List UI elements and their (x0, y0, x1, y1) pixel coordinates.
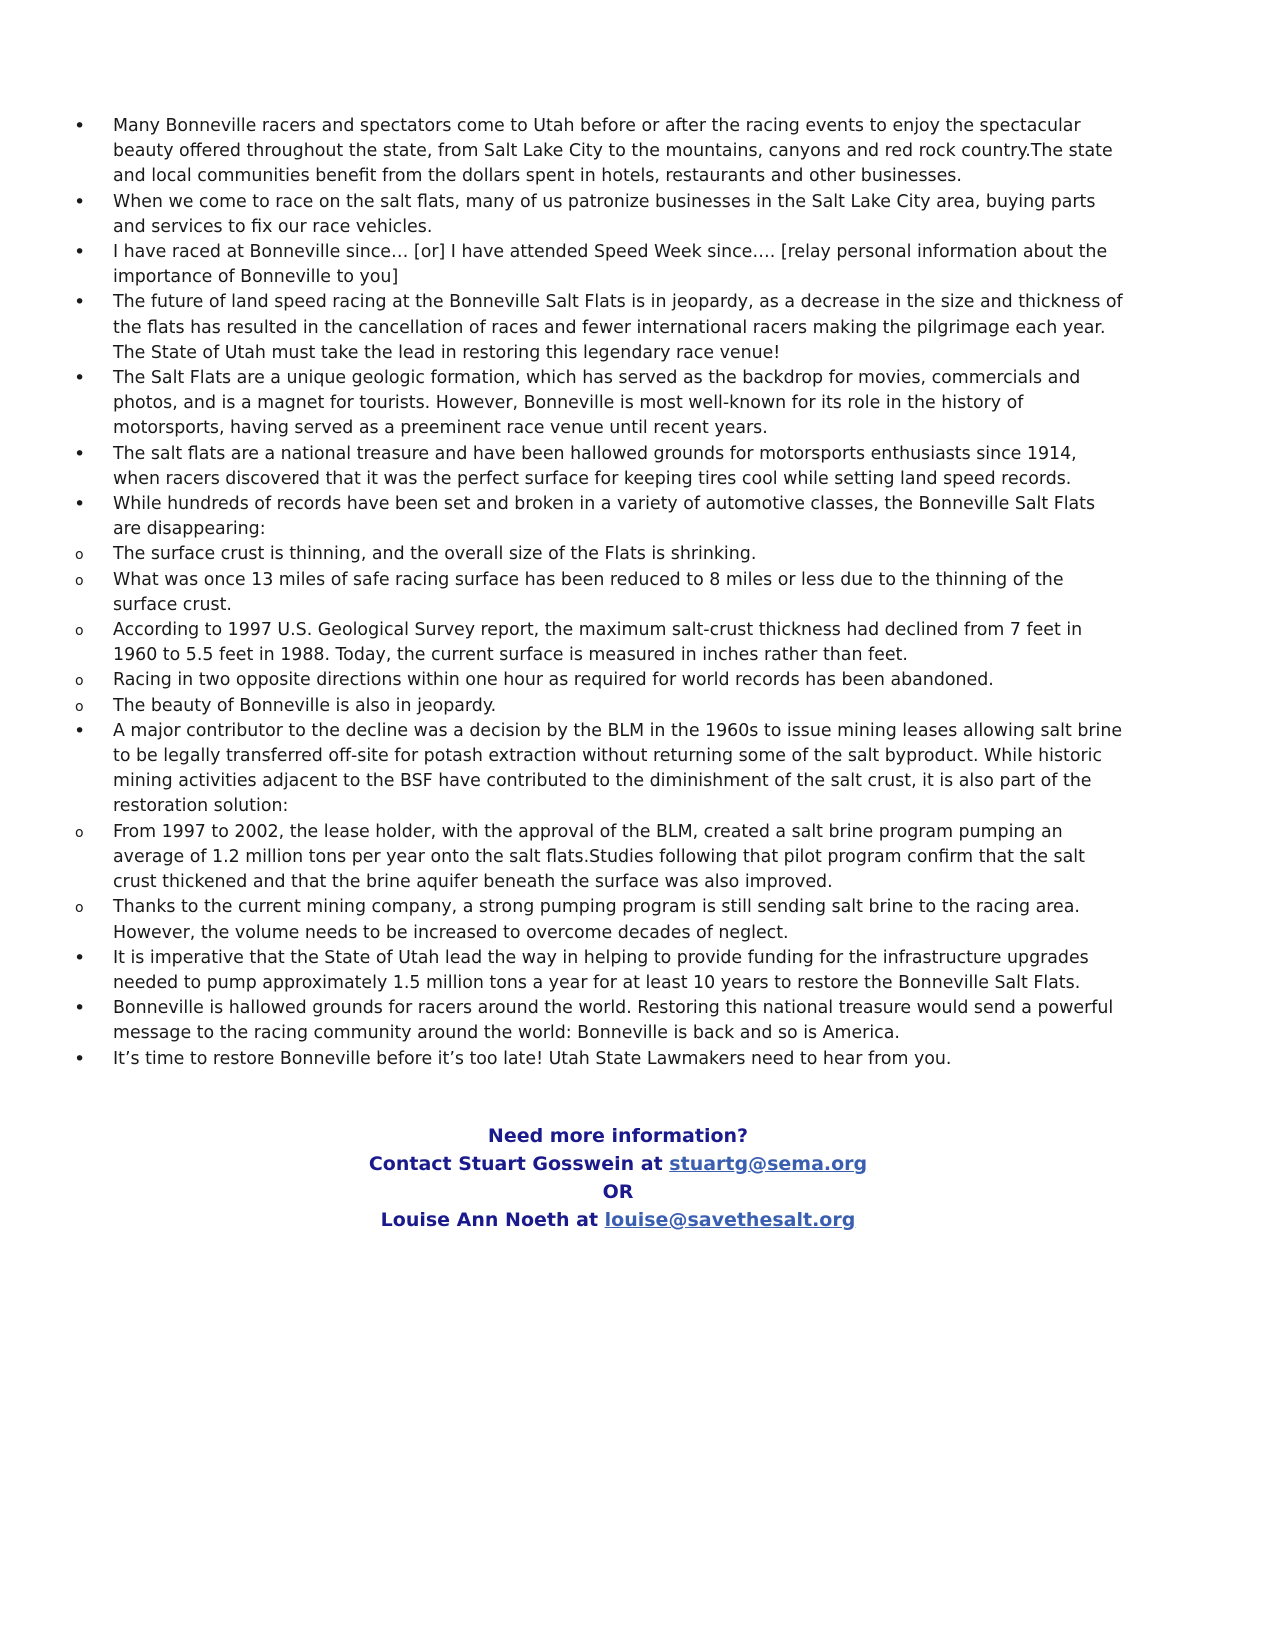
sub-list-item (0, 568, 1275, 618)
list-item (0, 1047, 1275, 1072)
contact-name-stuart: Contact Stuart Gosswein at (368, 1153, 670, 1175)
email-link-stuart[interactable]: stuartg@sema.org (669, 1153, 868, 1175)
bullet-marker: • (74, 291, 86, 314)
contact-block (0, 1122, 1236, 1234)
list-item-text: Racing in two opposite directions within one hour as required for world records has been abandoned. (113, 670, 994, 691)
list-item (0, 492, 1275, 542)
list-item (0, 190, 1275, 240)
circle-marker: o (75, 824, 84, 841)
sub-list-item (0, 820, 1275, 896)
email-link-louise[interactable]: louise@savethesalt.org (604, 1209, 856, 1231)
contact-heading: Need more information? (487, 1125, 749, 1147)
list-item-text: While hundreds of records have been set and broken in a variety of automotive classes, the Bonneville Salt Flats are disappearing: (113, 494, 1096, 540)
list-item-text: Many Bonneville racers and spectators come to Utah before or after the racing events to enjoy the spectacular beauty offered throughout the state, from Salt Lake City to the mountains, canyons and red rock country.The state and local communities benefit from the dollars spent in hotels, restaurants and other businesses. (113, 116, 1113, 187)
contact-line-stuart (0, 1150, 1236, 1178)
list-item (0, 366, 1275, 442)
list-item-text: A major contributor to the decline was a decision by the BLM in the 1960s to issue mining leases allowing salt brine to be legally transferred off-site for potash extraction without returning some of the salt byproduct. While historic mining activities adjacent to the BSF have contributed to the diminishment of the salt crust, it is also part of the restoration solution: (113, 720, 1123, 817)
circle-marker: o (75, 673, 84, 690)
list-item (0, 719, 1275, 820)
bullet-marker: • (74, 115, 86, 137)
list-item-text: The future of land speed racing at the Bonneville Salt Flats is in jeopardy, as a decrease in the size and thickness of the flats has resulted in the cancellation of races and fewer international racers making the pilgrimage each year. The State of Utah must take the lead in restoring this legendary race venue! (113, 292, 1123, 363)
bullet-marker: • (74, 190, 86, 213)
circle-marker: o (75, 572, 84, 589)
sub-list-item (0, 668, 1275, 693)
list-item-text: The Salt Flats are a unique geologic formation, which has served as the backdrop for movies, commercials and photos, and is a magnet for tourists. However, Bonneville is most well-known for its role in the history of motorsports, having served as a preeminent race venue until recent years. (113, 368, 1081, 439)
bullet-marker: • (74, 719, 86, 742)
list-item-text: It’s time to restore Bonneville before it’s too late! Utah State Lawmakers need to hear from you. (113, 1048, 952, 1069)
list-item-text: What was once 13 miles of safe racing surface has been reduced to 8 miles or less due to the thinning of the surface crust. (113, 569, 1064, 615)
contact-name-louise: Louise Ann Noeth at (380, 1209, 605, 1231)
list-item-text: I have raced at Bonneville since… [or] I have attended Speed Week since…. [relay personal information about the importance of Bonneville to you] (113, 242, 1108, 288)
bullet-marker: • (74, 946, 86, 969)
circle-marker: o (75, 547, 84, 564)
list-item-text: The surface crust is thinning, and the overall size of the Flats is shrinking. (113, 544, 757, 565)
list-item (0, 442, 1275, 492)
sub-list-item (0, 618, 1275, 668)
list-item (0, 114, 1275, 190)
bullet-marker: • (74, 367, 86, 390)
list-item-text: The salt flats are a national treasure and have been hallowed grounds for motorsports enthusiasts since 1914, when racers discovered that it was the perfect surface for keeping tires cool while setting land speed records. (113, 443, 1077, 489)
list-item (0, 946, 1275, 996)
list-item-text: Bonneville is hallowed grounds for racers around the world. Restoring this national treasure would send a powerful message to the racing community around the world: Bonneville is back and so is America. (113, 998, 1114, 1044)
list-item-text: The beauty of Bonneville is also in jeopardy. (113, 695, 497, 716)
sub-list-item (0, 694, 1275, 719)
bullet-marker: • (74, 442, 86, 465)
bullet-list (0, 114, 1275, 1072)
list-item-text: It is imperative that the State of Utah lead the way in helping to provide funding for the infrastructure upgrades needed to pump approximately 1.5 million tons a year for at least 10 years to restore the Bonneville Salt Flats. (113, 947, 1089, 993)
list-item-text: According to 1997 U.S. Geological Survey report, the maximum salt-crust thickness had declined from 7 feet in 1960 to 5.5 feet in 1988. Today, the current surface is measured in inches rather than feet. (113, 620, 1083, 666)
list-item-text: When we come to race on the salt flats, many of us patronize businesses in the Salt Lake City area, buying parts and services to fix our race vehicles. (113, 191, 1096, 237)
list-item (0, 290, 1275, 366)
contact-or: OR (602, 1181, 634, 1203)
bullet-marker: • (74, 493, 86, 516)
bullet-marker: • (74, 1047, 86, 1070)
list-item (0, 240, 1275, 290)
bullet-marker: • (74, 241, 86, 264)
list-item-text: Thanks to the current mining company, a strong pumping program is still sending salt brine to the racing area. However, the volume needs to be increased to overcome decades of neglect. (113, 897, 1080, 943)
contact-line-louise (0, 1206, 1236, 1234)
circle-marker: o (75, 623, 84, 640)
list-item-text: From 1997 to 2002, the lease holder, with the approval of the BLM, created a salt brine program pumping an average of 1.2 million tons per year onto the salt flats.Studies following that pilot program confirm that the salt crust thickened and that the brine aquifer beneath the surface was also improved. (113, 821, 1085, 893)
bullet-marker: • (74, 997, 86, 1020)
circle-marker: o (75, 900, 84, 917)
sub-list-item (0, 542, 1275, 567)
sub-list-item (0, 895, 1275, 945)
circle-marker: o (75, 698, 84, 715)
list-item (0, 996, 1275, 1046)
